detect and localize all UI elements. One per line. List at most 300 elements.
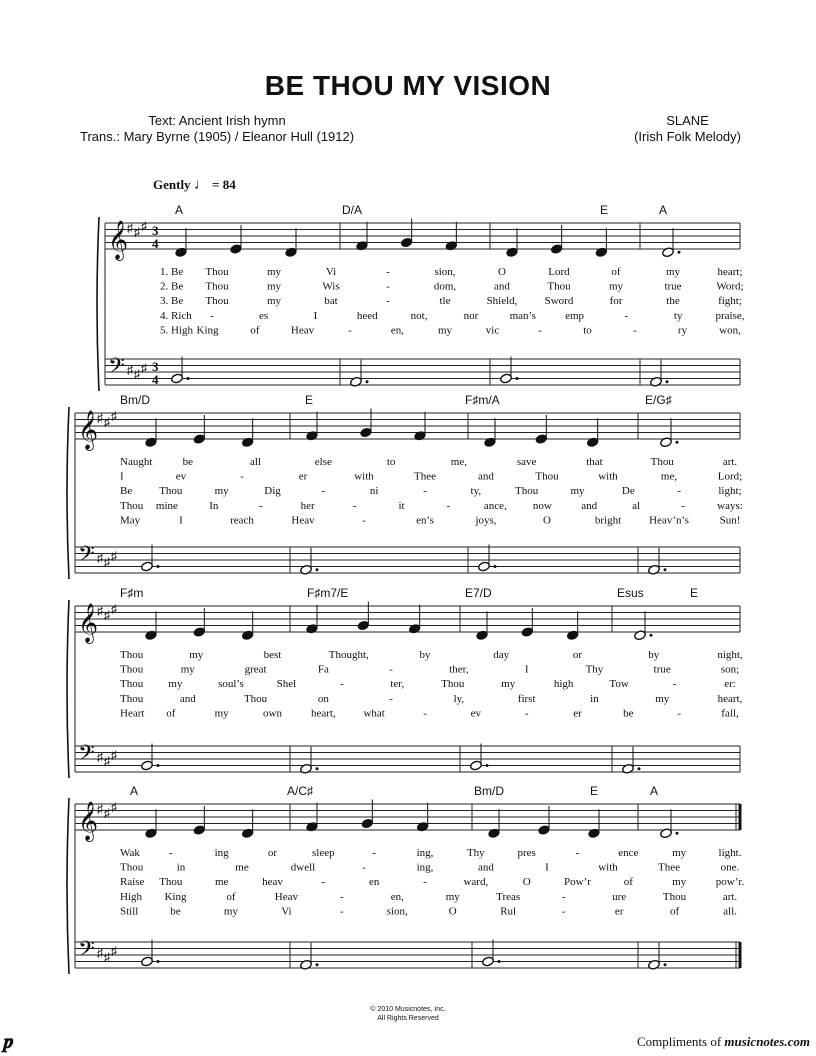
melody-note bbox=[241, 828, 254, 839]
lyric-syllable: Heav’n’s bbox=[649, 514, 689, 527]
key-signature-sharp-icon: ♯ bbox=[111, 549, 117, 563]
lyric-syllable: ance, bbox=[483, 499, 507, 512]
melody-note bbox=[145, 630, 158, 641]
lyric-syllable: O bbox=[522, 876, 531, 889]
lyric-syllable: I bbox=[524, 663, 529, 676]
treble-clef-icon: 𝄞 bbox=[78, 412, 99, 449]
melody-note bbox=[306, 821, 319, 832]
lyric-syllable: Thou bbox=[547, 280, 571, 293]
lyric-syllable: my bbox=[570, 485, 585, 498]
melody-note bbox=[306, 430, 319, 441]
bass-half-note bbox=[300, 763, 313, 774]
lyric-syllable: - bbox=[538, 324, 542, 337]
dot bbox=[494, 565, 497, 568]
melody-note bbox=[408, 623, 421, 634]
lyric-syllable: be bbox=[182, 456, 193, 468]
key-signature-sharp-icon: ♯ bbox=[97, 750, 103, 764]
melody-note bbox=[476, 630, 489, 641]
bass-half-note bbox=[650, 376, 663, 387]
lyric-syllable: 2. Be bbox=[160, 280, 184, 293]
lyric-syllable: of bbox=[226, 890, 236, 903]
bass-half-note bbox=[478, 561, 491, 572]
lyric-syllable: - bbox=[575, 847, 580, 859]
chord-symbol: F♯m/A bbox=[465, 393, 500, 407]
lyric-syllable: all bbox=[250, 456, 262, 468]
chord-symbol: Bm/D bbox=[474, 784, 504, 798]
lyric-syllable: in bbox=[176, 861, 186, 874]
lyric-syllable: art. bbox=[722, 890, 738, 903]
chord-symbol: A bbox=[650, 784, 659, 798]
lyric-syllable: - bbox=[339, 678, 344, 691]
lyric-syllable: Vi bbox=[281, 905, 292, 918]
lyric-syllable: en, bbox=[390, 324, 405, 337]
bass-clef-icon: 𝄢 bbox=[78, 542, 95, 571]
lyric-syllable: - bbox=[446, 499, 451, 512]
key-signature-sharp-icon: ♯ bbox=[127, 363, 133, 377]
key-signature-sharp-icon: ♯ bbox=[111, 944, 117, 958]
system-bracket bbox=[67, 798, 69, 974]
lyric-syllable: dwell bbox=[290, 861, 316, 874]
lyric-syllable: and bbox=[478, 861, 494, 874]
lyric-syllable: al bbox=[632, 499, 641, 512]
musicnotes-logo-icon: 𝆏 bbox=[4, 1031, 14, 1053]
lyric-syllable: ing, bbox=[416, 861, 434, 874]
melody-note bbox=[241, 630, 254, 641]
lyric-syllable: and bbox=[581, 499, 598, 512]
key-signature-sharp-icon: ♯ bbox=[134, 367, 140, 381]
chord-symbol: E bbox=[600, 203, 609, 217]
bass-half-note bbox=[141, 561, 154, 572]
bass-half-note bbox=[300, 959, 313, 970]
quarter-note-icon: ♩ bbox=[193, 177, 209, 193]
lyric-syllable: bat bbox=[324, 295, 338, 308]
lyric-syllable: Thou bbox=[159, 876, 183, 889]
lyric-syllable: Wis bbox=[322, 280, 340, 293]
lyric-syllable: heav bbox=[262, 876, 283, 889]
key-signature-sharp-icon: ♯ bbox=[104, 415, 110, 429]
lyric-syllable: light. bbox=[718, 847, 742, 859]
lyric-syllable: pow’r. bbox=[715, 876, 745, 889]
lyric-syllable: my bbox=[608, 280, 624, 293]
time-signature-bottom: 4 bbox=[152, 372, 159, 387]
lyric-syllable: ly, bbox=[453, 692, 465, 705]
melody-note bbox=[586, 437, 599, 448]
key-signature-sharp-icon: ♯ bbox=[104, 555, 110, 569]
key-signature-sharp-icon: ♯ bbox=[97, 551, 103, 565]
melody-note bbox=[357, 620, 370, 631]
lyric-syllable: her bbox=[300, 499, 315, 512]
lyric-syllable: joys, bbox=[475, 514, 497, 527]
dot bbox=[676, 441, 679, 444]
lyric-syllable: my bbox=[189, 649, 204, 661]
lyric-syllable: Heav bbox=[274, 890, 298, 903]
chord-symbol: A/C♯ bbox=[287, 784, 314, 798]
song-title: BE THOU MY VISION bbox=[264, 70, 552, 101]
system-bracket bbox=[97, 217, 99, 391]
lyric-syllable: won, bbox=[719, 324, 741, 337]
lyric-syllable: Wak bbox=[120, 847, 140, 859]
lyric-syllable: Thou bbox=[205, 280, 229, 293]
bass-clef-icon: 𝄢 bbox=[78, 741, 95, 770]
lyric-syllable: me bbox=[235, 861, 249, 874]
key-signature-sharp-icon: ♯ bbox=[111, 602, 117, 616]
lyric-syllable: of bbox=[166, 707, 176, 720]
dot bbox=[664, 568, 667, 571]
lyric-syllable: Thought, bbox=[328, 649, 369, 661]
lyric-syllable: son; bbox=[720, 663, 740, 676]
lyric-syllable: - bbox=[681, 499, 685, 512]
melody-note bbox=[306, 623, 319, 634]
tempo-bpm: = 84 bbox=[212, 177, 236, 192]
translator-credit: Trans.: Mary Byrne (1905) / Eleanor Hull (1912) bbox=[80, 129, 355, 144]
lyric-syllable: Dig bbox=[264, 485, 281, 498]
lyric-syllable: my bbox=[266, 280, 282, 293]
compliments-footer bbox=[637, 1034, 810, 1050]
lyric-syllable: my bbox=[223, 905, 238, 918]
lyric-syllable: - bbox=[352, 499, 357, 512]
lyric-syllable: - bbox=[624, 309, 629, 322]
lyric-syllable: my bbox=[655, 692, 670, 705]
dot bbox=[157, 565, 160, 568]
lyric-syllable: light; bbox=[718, 485, 742, 498]
tempo-word: Gently bbox=[153, 177, 191, 192]
melody-note bbox=[175, 247, 188, 258]
lyric-syllable: my bbox=[180, 663, 195, 676]
lyric-syllable: Thou bbox=[535, 470, 559, 483]
lyric-syllable: sion, bbox=[386, 905, 408, 918]
lyric-syllable: O bbox=[543, 514, 551, 527]
melody-note bbox=[506, 247, 519, 258]
lyric-syllable: - bbox=[321, 485, 326, 498]
lyric-syllable: Thou bbox=[120, 678, 144, 691]
lyric-syllable: heed bbox=[356, 309, 378, 322]
lyric-syllable: Thou bbox=[441, 678, 465, 691]
lyric-syllable: sion, bbox=[434, 266, 456, 278]
melody-note bbox=[230, 244, 243, 255]
lyric-syllable: Be bbox=[120, 485, 133, 498]
lyric-syllable: with bbox=[598, 861, 618, 874]
melody-note bbox=[360, 427, 373, 438]
lyric-syllable: Word; bbox=[716, 280, 744, 293]
bass-half-note bbox=[470, 760, 483, 771]
lyric-syllable: Lord bbox=[548, 266, 570, 278]
melody-note bbox=[400, 237, 413, 248]
melody-note bbox=[550, 244, 563, 255]
lyric-syllable: man’s bbox=[509, 309, 536, 322]
lyric-syllable: me, bbox=[450, 456, 467, 468]
lyric-syllable: mine bbox=[155, 499, 178, 512]
key-signature-sharp-icon: ♯ bbox=[141, 219, 147, 233]
bass-half-note bbox=[141, 760, 154, 771]
lyric-syllable: - bbox=[561, 905, 566, 918]
dot bbox=[650, 634, 653, 637]
lyric-syllable: - bbox=[633, 324, 637, 337]
lyric-syllable: - bbox=[677, 707, 682, 720]
lyric-syllable: and bbox=[494, 280, 510, 293]
lyric-syllable: it bbox=[398, 499, 405, 512]
key-signature-sharp-icon: ♯ bbox=[97, 604, 103, 618]
lyric-syllable: er bbox=[573, 707, 582, 720]
lyric-syllable: Thou bbox=[243, 692, 268, 705]
lyric-syllable: reach bbox=[230, 514, 254, 527]
lyric-syllable: ence bbox=[618, 847, 639, 859]
lyric-syllable: ther, bbox=[449, 663, 469, 676]
chord-symbol: E7/D bbox=[465, 586, 492, 600]
lyric-syllable: Thou bbox=[120, 649, 144, 661]
lyric-syllable: Thy bbox=[466, 847, 485, 859]
lyric-syllable: ing, bbox=[416, 847, 434, 859]
dot bbox=[316, 963, 319, 966]
chord-symbol: A bbox=[130, 784, 139, 798]
lyric-syllable: I bbox=[545, 861, 549, 874]
dot bbox=[498, 960, 501, 963]
lyric-syllable: Shield, bbox=[486, 295, 518, 308]
lyric-syllable: with bbox=[598, 470, 618, 483]
time-signature-bottom: 4 bbox=[152, 236, 159, 251]
key-signature-sharp-icon: ♯ bbox=[104, 950, 110, 964]
lyric-syllable: heart, bbox=[310, 707, 336, 720]
lyric-syllable: night, bbox=[717, 649, 743, 661]
lyric-syllable: and bbox=[478, 470, 494, 483]
melody-note bbox=[285, 247, 298, 258]
lyric-syllable: be bbox=[623, 707, 634, 720]
lyric-syllable: me bbox=[214, 876, 229, 889]
key-signature-sharp-icon: ♯ bbox=[134, 225, 140, 239]
lyric-syllable: Naught bbox=[120, 456, 153, 468]
lyric-syllable: fall, bbox=[721, 707, 739, 720]
lyric-syllable: 5. High bbox=[160, 324, 193, 337]
lyric-syllable: Thou bbox=[120, 692, 144, 705]
lyric-syllable: ter, bbox=[390, 678, 405, 691]
lyric-syllable: - bbox=[389, 692, 393, 705]
melody-note bbox=[145, 828, 158, 839]
lyric-syllable: great bbox=[244, 663, 267, 676]
brand-link[interactable]: musicnotes.com bbox=[724, 1034, 810, 1049]
lyric-syllable: - bbox=[386, 266, 390, 278]
melody-note bbox=[488, 828, 501, 839]
lyric-syllable: vic bbox=[485, 324, 500, 337]
tune-origin: (Irish Folk Melody) bbox=[634, 129, 741, 144]
lyric-syllable: - bbox=[561, 890, 566, 903]
lyric-syllable: er: bbox=[724, 678, 736, 691]
key-signature-sharp-icon: ♯ bbox=[97, 802, 103, 816]
lyric-syllable: - bbox=[362, 861, 366, 874]
lyric-syllable: - bbox=[321, 876, 326, 889]
lyric-syllable: De bbox=[621, 485, 635, 498]
lyric-syllable: es bbox=[259, 309, 269, 322]
treble-clef-icon: 𝄞 bbox=[78, 605, 99, 642]
lyric-syllable: of bbox=[611, 266, 621, 278]
lyric-syllable: not, bbox=[410, 309, 428, 322]
lyric-syllable: Thy bbox=[585, 663, 604, 676]
text-source: Text: Ancient Irish hymn bbox=[148, 113, 286, 128]
key-signature-sharp-icon: ♯ bbox=[104, 754, 110, 768]
lyric-syllable: Thou bbox=[515, 485, 539, 498]
time-signature-top: 3 bbox=[152, 223, 159, 238]
lyric-syllable: Treas bbox=[496, 890, 521, 903]
melody-note bbox=[193, 627, 206, 638]
lyric-syllable: my bbox=[445, 890, 460, 903]
melody-half-note bbox=[660, 828, 673, 839]
lyric-syllable: - bbox=[389, 663, 393, 676]
lyric-syllable: O bbox=[498, 266, 506, 278]
lyric-syllable: er bbox=[614, 905, 624, 918]
key-signature-sharp-icon: ♯ bbox=[141, 361, 147, 375]
lyric-syllable: else bbox=[314, 456, 332, 468]
lyric-syllable: Thee bbox=[414, 470, 436, 483]
lyric-syllable: all. bbox=[723, 905, 737, 918]
lyric-syllable: own bbox=[263, 707, 282, 720]
lyric-syllable: en, bbox=[390, 890, 404, 903]
lyric-syllable: Lord; bbox=[717, 470, 743, 483]
lyric-syllable: - bbox=[677, 485, 682, 498]
melody-note bbox=[566, 630, 579, 641]
dot bbox=[366, 380, 369, 383]
key-signature-sharp-icon: ♯ bbox=[127, 221, 133, 235]
lyric-syllable: - bbox=[258, 499, 263, 512]
lyric-syllable: my bbox=[437, 324, 453, 337]
lyric-syllable: Thou bbox=[120, 861, 144, 874]
lyric-syllable: true bbox=[664, 280, 682, 293]
lyric-syllable: Thou bbox=[120, 663, 144, 676]
lyric-syllable: by bbox=[648, 649, 660, 661]
key-signature-sharp-icon: ♯ bbox=[111, 409, 117, 423]
system-bracket bbox=[67, 407, 69, 579]
lyric-syllable: Heav bbox=[290, 324, 315, 337]
lyric-syllable: sleep bbox=[312, 847, 335, 859]
bass-half-note bbox=[350, 376, 363, 387]
lyric-syllable: Sun! bbox=[719, 514, 741, 527]
lyric-syllable: day bbox=[493, 649, 510, 661]
lyric-syllable: of bbox=[623, 876, 633, 889]
key-signature-sharp-icon: ♯ bbox=[97, 411, 103, 425]
lyric-syllable: Shel bbox=[276, 678, 297, 691]
lyric-syllable: King bbox=[164, 890, 187, 903]
lyric-syllable: en bbox=[368, 876, 380, 889]
key-signature-sharp-icon: ♯ bbox=[111, 748, 117, 762]
lyric-syllable: Thee bbox=[658, 861, 680, 874]
dot bbox=[316, 767, 319, 770]
chord-symbol: Esus bbox=[617, 586, 644, 600]
lyric-syllable: ev bbox=[470, 707, 482, 720]
melody-note bbox=[241, 437, 254, 448]
lyric-syllable: on bbox=[317, 692, 329, 705]
lyric-syllable: - bbox=[362, 514, 366, 527]
melody-note bbox=[535, 434, 548, 445]
melody-note bbox=[521, 627, 534, 638]
lyric-syllable: - bbox=[524, 707, 529, 720]
lyric-syllable: Vi bbox=[325, 266, 337, 278]
chord-symbol: A bbox=[175, 203, 184, 217]
lyric-syllable: now bbox=[532, 499, 552, 512]
melody-half-note bbox=[660, 437, 673, 448]
lyric-syllable: Thou bbox=[205, 266, 229, 278]
compliments-text: Compliments of bbox=[637, 1034, 722, 1049]
chord-symbol: F♯m7/E bbox=[307, 586, 349, 600]
key-signature-sharp-icon: ♯ bbox=[104, 608, 110, 622]
lyric-syllable: or bbox=[267, 847, 278, 859]
chord-symbol: D/A bbox=[342, 203, 363, 217]
lyric-syllable: high bbox=[553, 678, 574, 691]
lyric-syllable: Raise bbox=[120, 876, 145, 889]
key-signature-sharp-icon: ♯ bbox=[97, 946, 103, 960]
melody-note bbox=[193, 825, 206, 836]
lyric-syllable: or bbox=[572, 649, 583, 661]
lyric-syllable: en’s bbox=[416, 514, 434, 527]
chord-symbol: A bbox=[659, 203, 668, 217]
lyric-syllable: Still bbox=[120, 905, 139, 918]
lyric-syllable: my bbox=[168, 678, 183, 691]
melody-note bbox=[538, 825, 551, 836]
lyric-syllable: emp bbox=[565, 309, 585, 322]
lyric-syllable: Thou bbox=[650, 456, 674, 468]
copyright-notice bbox=[0, 1005, 816, 1023]
lyric-syllable: High bbox=[120, 890, 142, 903]
copyright-line: © 2010 Musicnotes, Inc. bbox=[370, 1006, 446, 1013]
lyric-syllable: my bbox=[672, 876, 687, 889]
lyric-syllable: Fa bbox=[317, 663, 329, 676]
lyric-syllable: with bbox=[354, 470, 374, 483]
lyric-syllable: 1. Be bbox=[160, 266, 184, 278]
lyric-syllable: my bbox=[672, 847, 687, 859]
lyric-syllable: - bbox=[168, 847, 173, 859]
key-signature-sharp-icon: ♯ bbox=[104, 806, 110, 820]
lyric-syllable: ure bbox=[612, 890, 627, 903]
lyric-syllable: and bbox=[179, 692, 196, 705]
dot bbox=[157, 960, 160, 963]
lyric-syllable: my bbox=[266, 266, 282, 278]
lyric-syllable: best bbox=[263, 649, 282, 661]
bass-half-note bbox=[500, 373, 513, 384]
bass-half-note bbox=[648, 959, 661, 970]
lyric-syllable: I bbox=[313, 309, 318, 322]
lyric-syllable: - bbox=[423, 485, 427, 498]
lyric-syllable: O bbox=[448, 905, 457, 918]
lyric-syllable: tle bbox=[439, 295, 451, 308]
lyric-syllable: in bbox=[590, 692, 599, 705]
lyric-syllable: of bbox=[250, 324, 260, 337]
lyric-syllable: my bbox=[214, 485, 229, 498]
dot bbox=[486, 764, 489, 767]
lyric-syllable: what bbox=[363, 707, 385, 720]
lyric-syllable: first bbox=[517, 692, 536, 705]
lyric-syllable: Thou bbox=[159, 485, 183, 498]
lyric-syllable: fight; bbox=[718, 295, 742, 308]
lyric-syllable: Rul bbox=[500, 905, 517, 918]
lyric-syllable: May bbox=[120, 514, 141, 527]
lyric-syllable: Thou bbox=[120, 499, 144, 512]
system-bracket bbox=[67, 600, 69, 778]
lyric-syllable: ty, bbox=[470, 485, 482, 498]
lyric-syllable: that bbox=[586, 456, 603, 468]
lyric-syllable: Heav bbox=[291, 514, 315, 527]
melody-note bbox=[361, 818, 374, 829]
melody-note bbox=[356, 240, 369, 251]
lyric-syllable: my bbox=[501, 678, 516, 691]
bass-half-note bbox=[171, 373, 184, 384]
lyric-syllable: Pow’r bbox=[564, 876, 591, 889]
lyric-syllable: ways: bbox=[717, 499, 743, 512]
dot bbox=[678, 251, 681, 254]
bass-half-note bbox=[482, 956, 495, 967]
lyric-syllable: to bbox=[386, 456, 396, 468]
melody-note bbox=[145, 437, 158, 448]
dot bbox=[676, 832, 679, 835]
dot bbox=[157, 764, 160, 767]
melody-note bbox=[416, 821, 429, 832]
chord-symbol: E bbox=[590, 784, 599, 798]
lyric-syllable: my bbox=[665, 266, 681, 278]
